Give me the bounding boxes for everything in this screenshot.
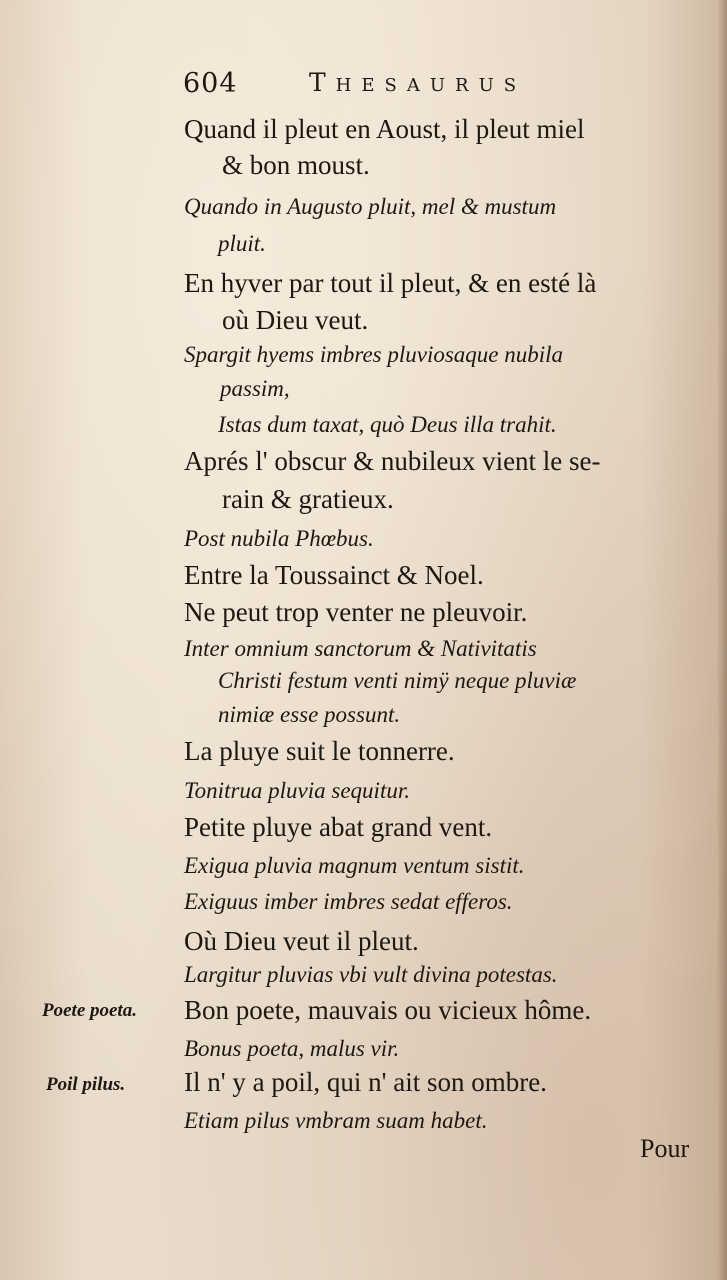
text-line: Petite pluye abat grand vent. xyxy=(184,812,493,842)
margin-note-poete: Poete poeta. xyxy=(42,1000,137,1021)
text-line: Il n' y a poil, qui n' ait son ombre. xyxy=(184,1067,547,1097)
page-number: 604 xyxy=(183,68,238,99)
text-line: Bonus poeta, malus vir. xyxy=(184,1036,400,1061)
text-line: où Dieu veut. xyxy=(222,305,369,335)
text-line: nimiæ esse possunt. xyxy=(218,702,401,727)
text-line: Etiam pilus vmbram suam habet. xyxy=(184,1108,488,1133)
catchword: Pour xyxy=(640,1134,690,1163)
text-line: Ne peut trop venter ne pleuvoir. xyxy=(184,597,528,627)
margin-note-poil: Poil pilus. xyxy=(46,1074,126,1095)
text-line: En hyver par tout il pleut, & en esté là xyxy=(184,268,597,298)
text-line: Quando in Augusto pluit, mel & mustum xyxy=(184,194,557,219)
text-line: Spargit hyems imbres pluviosaque nubila xyxy=(184,342,564,367)
text-line: Aprés l' obscur & nubileux vient le se- xyxy=(184,446,601,476)
text-line: Inter omnium sanctorum & Nativitatis xyxy=(184,636,537,661)
text-line: Quand il pleut en Aoust, il pleut miel xyxy=(184,114,585,144)
text-line: passim, xyxy=(220,376,290,401)
text-line: Où Dieu veut il pleut. xyxy=(184,926,419,956)
running-title: Thesaurus xyxy=(309,68,527,97)
page-edge-shadow xyxy=(717,0,727,1280)
text-line: Exigua pluvia magnum ventum sistit. xyxy=(184,853,525,878)
text-line: rain & gratieux. xyxy=(222,484,394,514)
text-line: Entre la Toussainct & Noel. xyxy=(184,560,484,590)
text-line: Christi festum venti nimÿ neque pluviæ xyxy=(218,668,577,693)
text-line: Tonitrua pluvia sequitur. xyxy=(184,778,410,803)
text-line: La pluye suit le tonnerre. xyxy=(184,736,455,766)
text-line: & bon moust. xyxy=(222,150,370,180)
text-line: Post nubila Phœbus. xyxy=(184,526,374,551)
text-line: Largitur pluvias vbi vult divina potestas. xyxy=(184,962,558,987)
text-line: pluit. xyxy=(218,231,266,256)
running-header xyxy=(183,68,623,108)
text-line: Bon poete, mauvais ou vicieux hôme. xyxy=(184,995,592,1025)
text-line: Exiguus imber imbres sedat efferos. xyxy=(184,889,513,914)
text-line: Istas dum taxat, quò Deus illa trahit. xyxy=(218,412,557,437)
